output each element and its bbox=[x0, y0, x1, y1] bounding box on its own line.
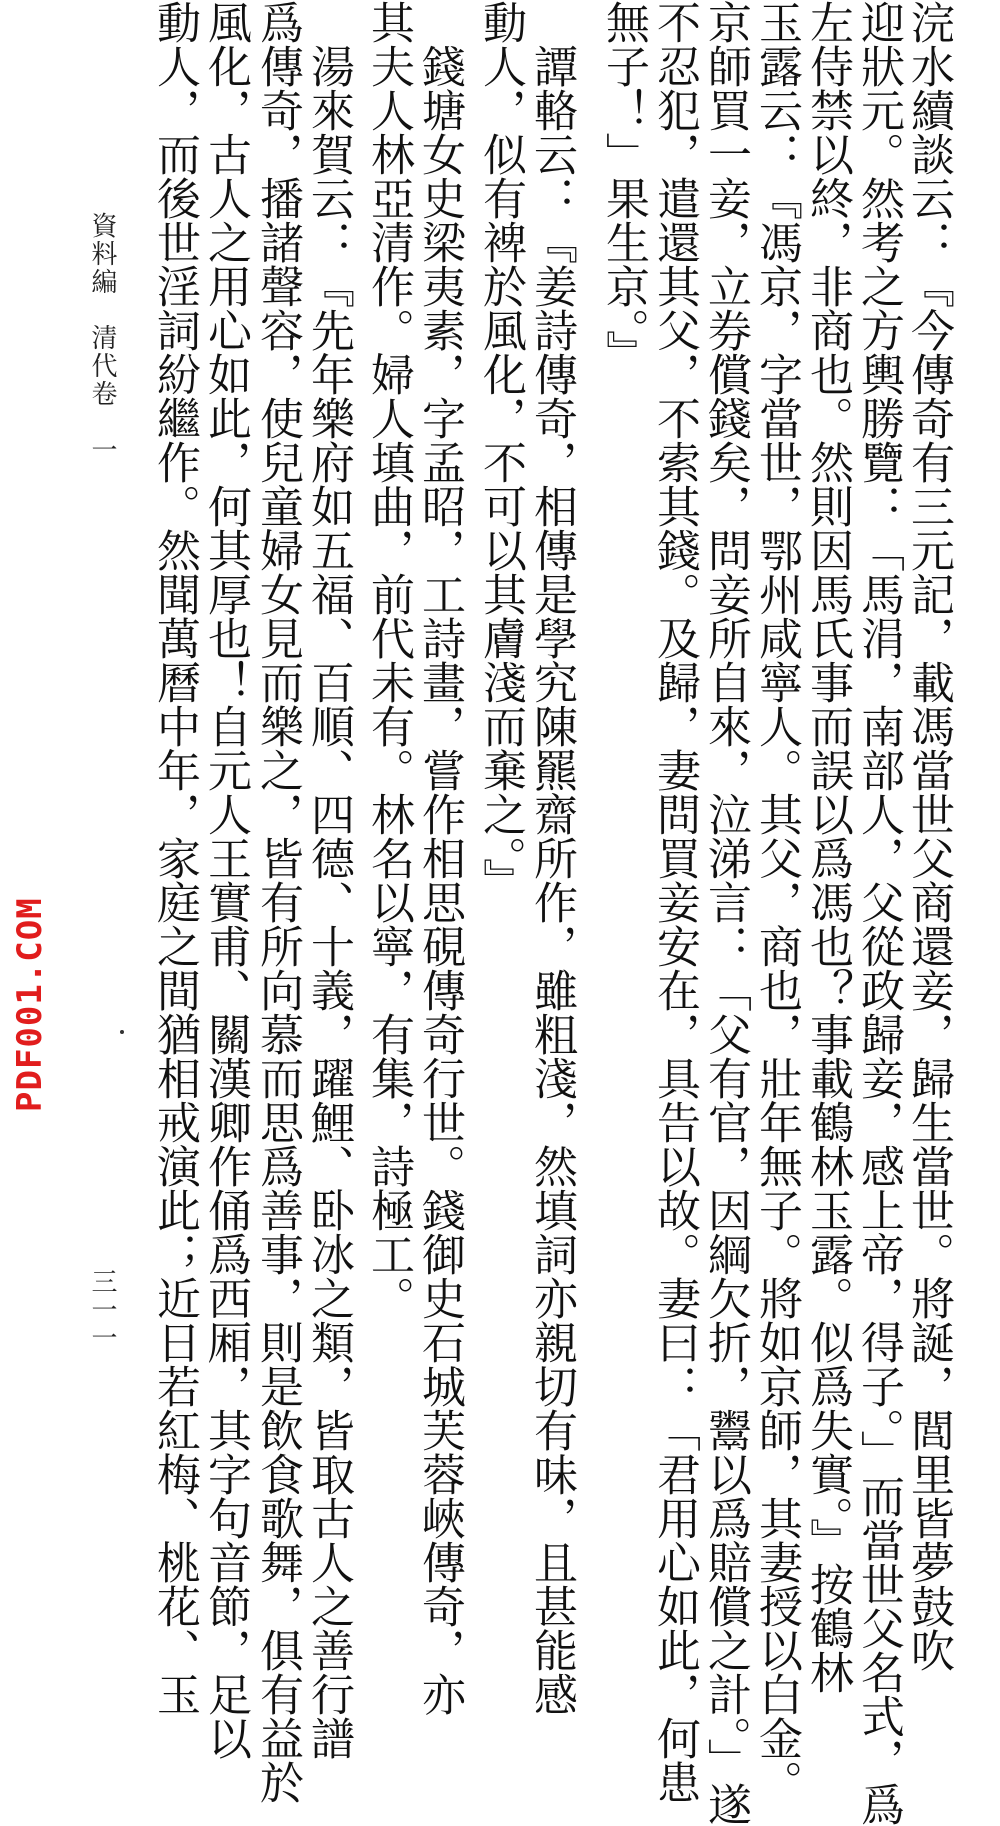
text-column-1: 浣水續談云：『今傳奇有三元記，載馮當世父商還妾，歸生當世。將誕，閭里皆夢鼓吹 bbox=[903, 0, 954, 1672]
text-column-14: 風化，古人之用心如此，何其厚也！自元人王實甫、關漢卿作俑爲西厢，其字句音節，足以 bbox=[200, 0, 251, 1760]
text-column-2: 迎狀元。然考之方輿勝覽：「馬涓，南部人，父從政歸妾，感上帝，得子。」而當世父名式，爲 bbox=[853, 0, 904, 1826]
text-column-7: 無子！」果生京。』 bbox=[598, 0, 649, 374]
text-column-6: 不忍犯，遣還其父，不索其錢。及歸，妻問買妾安在，具告以故。妻曰：「君用心如此，何患 bbox=[649, 0, 700, 1804]
text-column-15: 動人，而後世淫詞紛繼作。然聞萬曆中年，家庭之間猶相戒演此；近日若紅梅、桃花、玉 bbox=[149, 0, 200, 1716]
text-column-3: 左侍禁以終，非商也。然則因馬氏事而誤以爲馮也？事載鶴林玉露。似爲失實。』按鶴林 bbox=[802, 0, 853, 1694]
page-number: 三一一 bbox=[87, 1268, 117, 1352]
text-column-8: 譚輅云：『姜詩傳奇，相傳是學究陳羆齋所作，雖粗淺，然填詞亦親切有味，且甚能感 bbox=[526, 0, 577, 1716]
text-column-5: 京師買一妾，立券償錢矣，問妾所自來，泣涕言：「父有官，因綱欠折，鬻以爲賠償之計。」遂 bbox=[700, 0, 751, 1826]
text-column-11: 其夫人林亞清作。婦人填曲，前代未有。林名以寧，有集，詩極工。 bbox=[363, 0, 414, 1320]
running-title: 資料編 清代卷 一 bbox=[87, 212, 117, 464]
watermark: PDF001.COM bbox=[10, 897, 50, 1113]
text-column-13: 爲傳奇，播諸聲容，使兒童婦女見而樂之，皆有所向慕而思爲善事，則是飲食歌舞，俱有益於 bbox=[252, 0, 303, 1804]
text-column-9: 動人，似有裨於風化，不可以其膚淺而棄之。』 bbox=[475, 0, 526, 902]
text-column-12: 湯來賀云：『先年樂府如五福、百順、四德、十義，躍鯉、卧冰之類，皆取古人之善行譜 bbox=[303, 0, 354, 1760]
text-column-10: 錢塘女史梁夷素，字孟昭，工詩畫，嘗作相思硯傳奇行世。錢御史石城芙蓉峽傳奇，亦 bbox=[414, 0, 465, 1716]
text-column-4: 玉露云：『馮京，字當世，鄂州咸寧人。其父，商也，壯年無子。將如京師，其妻授以白金。 bbox=[751, 0, 802, 1804]
ink-speck bbox=[120, 1030, 124, 1034]
